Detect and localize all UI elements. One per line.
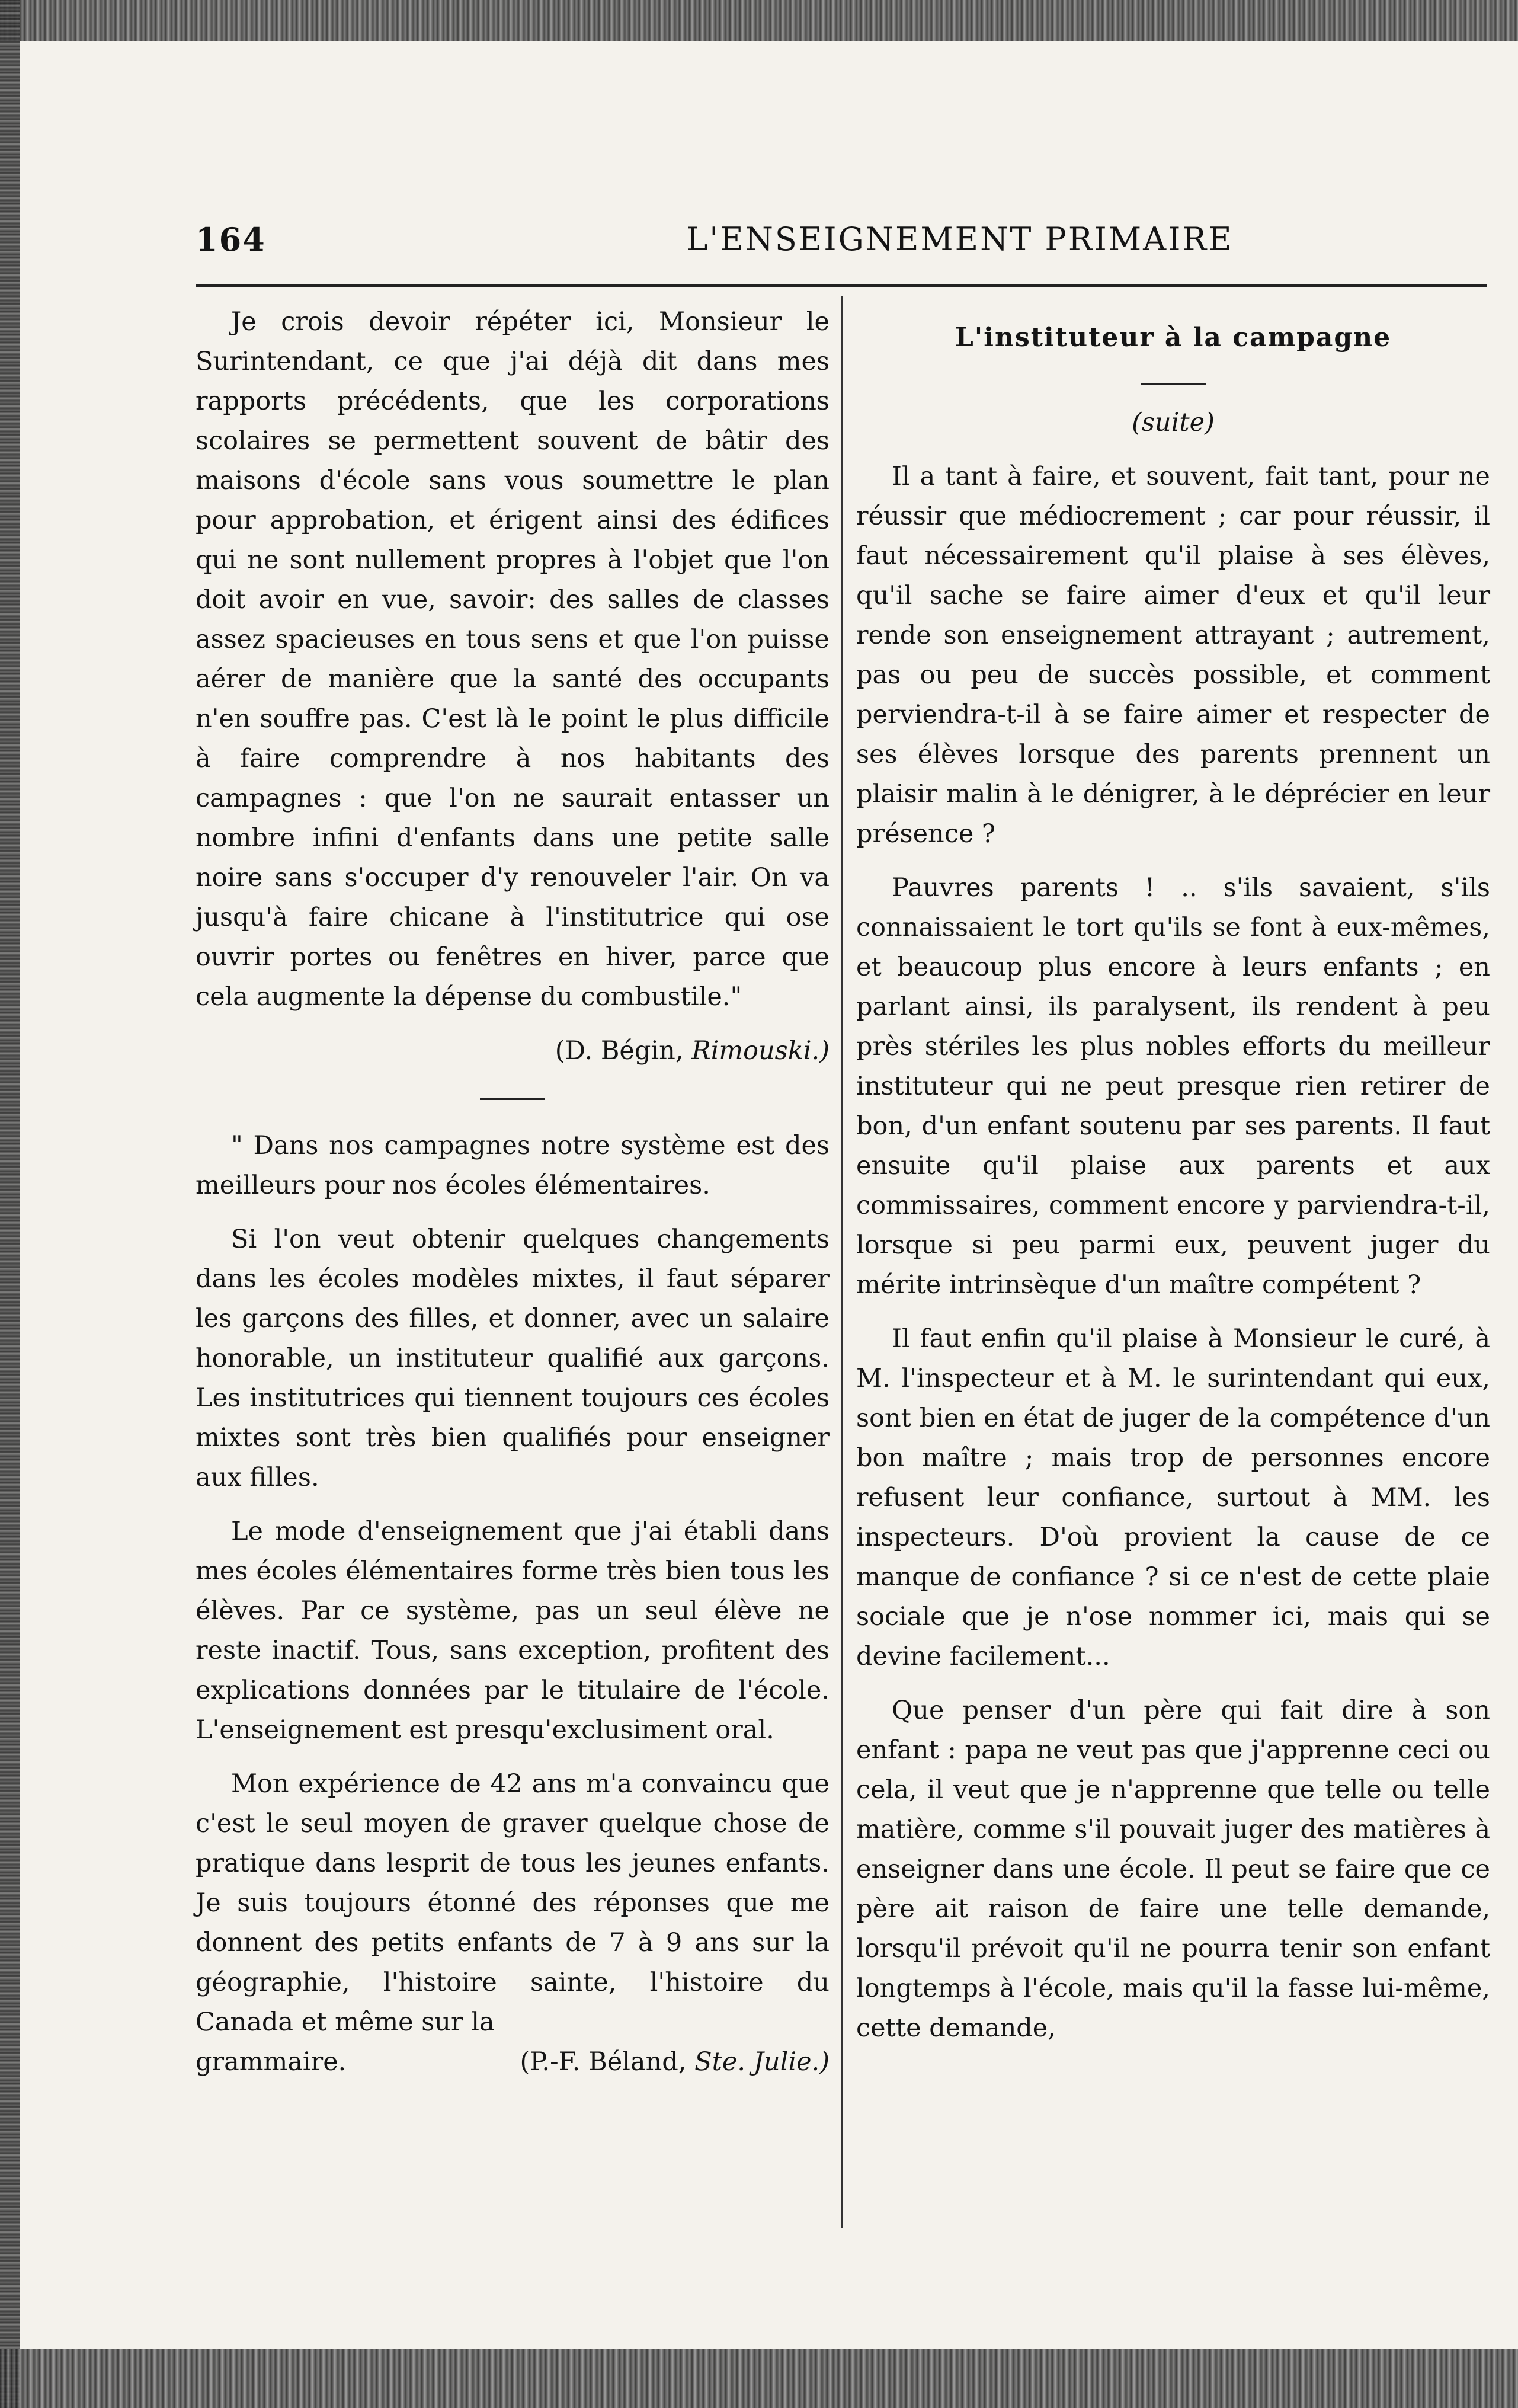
- right-paragraph-3: Il faut enfin qu'il plaise à Monsieur le curé, à M. l'inspecteur et à M. le surintendant qui eux, sont bien en état de juger de la compétence d'un bon maître ; mais trop de personnes encore refusent leur confiance, surtout à MM. les inspecteurs. D'où provient la cause de ce manque de confiance ? si ce n'est de cette plaie sociale que je n'ose nommer ici, mais qui se devine facilement...: [856, 1324, 1490, 1671]
- running-title: L'ENSEIGNEMENT PRIMAIRE: [686, 220, 1234, 258]
- right-paragraph-1: Il a tant à faire, et souvent, fait tant, pour ne réussir que médiocrement ; car pour réussir, il faut nécessairement qu'il plaise à ses élèves, qu'il sache se faire aimer d'eux et qu'il leur rende son enseignement attrayant ; autrement, pas ou peu de succès possible, et comment perviendra-t-il à se faire aimer et respecter de ses élèves lorsque des parents prennent un plaisir malin à le dénigrer, à le déprécier en leur présence ?: [856, 462, 1490, 849]
- left-paragraph-1: Je crois devoir répéter ici, Monsieur le Surintendant, ce que j'ai déjà dit dans mes rapports précédents, que les corporations scolaires se permettent souvent de bâtir des maisons d'école sans vous soumettre le plan pour approbation, et érigent ainsi des édifices qui ne sont nullement propres à l'objet que l'on doit avoir en vue, savoir: des salles de classes assez spacieuses en tous sens et que l'on puisse aérer de manière que la santé des occupants n'en souffre pas. C'est là le point le plus difficile à faire comprendre à nos habitants des campagnes : que l'on ne saurait entasser un nombre infini d'enfants dans une petite salle noire sans s'occuper d'y renouveler l'air. On va jusqu'à faire chicane à l'institutrice qui ose ouvrir portes ou fenêtres en hiver, parce que cela augmente la dépense du combustile.": [196, 307, 830, 1012]
- signature-beland-name: (P.-F. Béland,: [520, 2047, 687, 2077]
- left-paragraph-2: " Dans nos campagnes notre système est des meilleurs pour nos écoles élémentaires.: [196, 1131, 830, 1200]
- article-title: L'instituteur à la campagne: [955, 322, 1392, 353]
- signature-begin-place: Rimouski.): [691, 1036, 830, 1066]
- column-divider: [841, 296, 843, 2228]
- left-paragraph-5-end: grammaire.: [196, 2047, 347, 2077]
- page-header: [196, 220, 1487, 274]
- right-paragraph-4: Que penser d'un père qui fait dire à son enfant : papa ne veut pas que j'apprenne ceci ou cela, il veut que je n'apprenne que telle ou telle matière, comme s'il pouvait juger des matières à enseigner dans une école. Il peut se faire que ce père ait raison de faire une telle demande, lorsqu'il prévoit qu'il ne pourra tenir son enfant longtemps à l'école, mais qu'il la fasse lui-même, cette demande,: [856, 1696, 1490, 2043]
- header-rule: [196, 284, 1487, 287]
- signature-begin: [196, 1031, 830, 1071]
- left-column: [196, 302, 830, 2082]
- signature-begin-name: (D. Bégin,: [555, 1036, 684, 1066]
- article-subtitle: (suite): [1132, 408, 1215, 437]
- scan-border-left: [0, 0, 20, 2408]
- left-paragraph-5: Mon expérience de 42 ans m'a convaincu que c'est le seul moyen de graver quelque chose de pratique dans lesprit de tous les jeunes enfants. Je suis toujours étonné des réponses que me donnent des petits enfants de 7 à 9 ans sur la géographie, l'histoire sainte, l'histoire du Canada et même sur la: [196, 1769, 830, 2037]
- left-paragraph-4: Le mode d'enseignement que j'ai établi dans mes écoles élémentaires forme très bien tous les élèves. Par ce système, pas un seul élève ne reste inactif. Tous, sans exception, profitent des explications données par le titulaire de l'école. L'enseignement est presqu'exclusiment oral.: [196, 1517, 830, 1745]
- signature-beland-place: Ste. Julie.): [694, 2047, 830, 2077]
- signature-beland: [196, 2042, 830, 2082]
- right-column: [856, 302, 1490, 2062]
- page-number: 164: [196, 220, 266, 258]
- right-paragraph-2: Pauvres parents ! .. s'ils savaient, s'ils connaissaient le tort qu'ils se font à eux-mêmes, et beaucoup plus encore à leurs enfants ; en parlant ainsi, ils paralysent, ils rendent à peu près stériles les plus nobles efforts du meilleur instituteur qui ne peut presque rien retirer de bon, d'un enfant soutenu par ses parents. Il faut ensuite qu'il plaise aux parents et aux commissaires, comment encore y parviendra-t-il, lorsque si peu parmi eux, peuvent juger du mérite intrinsèque d'un maître compétent ?: [856, 873, 1490, 1300]
- left-paragraph-3: Si l'on veut obtenir quelques changements dans les écoles modèles mixtes, il faut séparer les garçons des filles, et donner, avec un salaire honorable, un instituteur qualifié aux garçons. Les institutrices qui tiennent toujours ces écoles mixtes sont très bien qualifiés pour enseigner aux filles.: [196, 1224, 830, 1492]
- scan-border-bottom: [0, 2349, 1518, 2408]
- section-divider: [480, 1098, 545, 1100]
- scan-border-top: [0, 0, 1518, 41]
- title-rule: [1141, 383, 1206, 385]
